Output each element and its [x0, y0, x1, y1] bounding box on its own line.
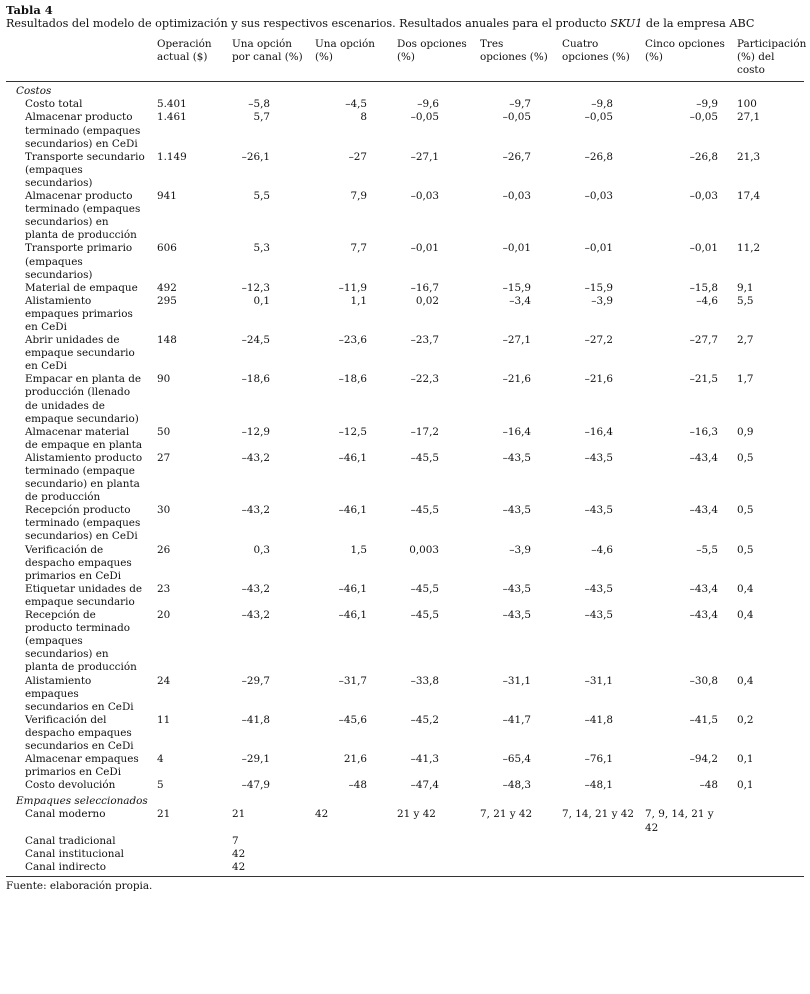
- row-label: Canal institucional: [25, 847, 124, 860]
- table-cell: 11: [157, 713, 171, 726]
- header-cell: Participación (%) del costo: [727, 35, 804, 82]
- table-cell: 100: [737, 98, 757, 111]
- table-cell: [470, 861, 552, 877]
- table-cell: –31,1: [502, 674, 531, 687]
- table-cell: 148: [157, 334, 177, 347]
- row-label: Canal indirecto: [6, 861, 145, 877]
- table-cell: –41,8: [584, 713, 613, 726]
- table-cell: –46,1: [338, 451, 367, 464]
- table-cell: –23,7: [410, 334, 439, 347]
- table-cell: –0,03: [584, 190, 613, 203]
- table-cell: –26,1: [241, 150, 270, 163]
- table-row: [6, 583, 804, 609]
- table-cell: 5: [157, 779, 164, 792]
- table-cell: –0,05: [410, 111, 439, 124]
- table-cell: –43,2: [241, 451, 270, 464]
- table-cell: [635, 835, 727, 848]
- table-cell: –16,4: [584, 425, 613, 438]
- table-row: [6, 504, 804, 543]
- table-cell: 0,2: [737, 713, 754, 726]
- table-cell: –41,5: [689, 713, 718, 726]
- table-cell: –31,1: [584, 674, 613, 687]
- table-cell: –0,03: [502, 190, 531, 203]
- header-cell: [6, 35, 145, 82]
- table-row: [6, 373, 804, 425]
- table-cell: –0,03: [689, 190, 718, 203]
- table-cell: –15,9: [502, 281, 531, 294]
- table-caption: Resultados del modelo de optimización y sus respectivos escenarios. Resultados anuales para el producto SKU1 de la empresa ABC: [6, 17, 755, 30]
- table-cell: 50: [157, 425, 171, 438]
- header-cell: Una opción por canal (%): [222, 35, 305, 82]
- table-cell: 1,5: [350, 543, 367, 556]
- row-label: Alistamiento empaques secundarios en CeDi: [25, 674, 134, 713]
- row-label: Etiquetar unidades de empaque secundario: [25, 582, 143, 608]
- table-row: [6, 98, 804, 111]
- table-cell: –11,9: [338, 281, 367, 294]
- table-cell: [470, 835, 552, 848]
- row-label: Verificación de despacho empaques primarios en CeDi: [25, 543, 132, 582]
- table-cell: 7,7: [350, 242, 367, 255]
- table-cell: 5.401: [157, 98, 187, 111]
- table-cell: –47,9: [241, 779, 270, 792]
- table-cell: –76,1: [584, 753, 613, 766]
- table-cell: 11,2: [737, 242, 761, 255]
- table-cell: 0,4: [737, 582, 754, 595]
- row-label: Alistamiento empaques primarios en CeDi: [25, 294, 133, 333]
- table-cell: –45,2: [410, 713, 439, 726]
- table-cell: –12,5: [338, 425, 367, 438]
- table-cell: 7, 14, 21 y 42: [562, 808, 634, 821]
- table-cell: 21: [157, 808, 171, 821]
- table-cell: [552, 848, 635, 861]
- table-cell: –43,5: [584, 451, 613, 464]
- table-cell: –41,7: [502, 713, 531, 726]
- table-cell: –27,1: [502, 334, 531, 347]
- table-cell: 1,7: [737, 373, 754, 386]
- table-cell: –43,2: [241, 582, 270, 595]
- table-cell: [387, 848, 470, 861]
- table-cell: –15,8: [689, 281, 718, 294]
- table-cell: –0,01: [584, 242, 613, 255]
- table-cell: [387, 861, 470, 877]
- table-row: [6, 242, 804, 281]
- table-cell: –29,1: [241, 753, 270, 766]
- table-cell: –9,9: [696, 98, 718, 111]
- table-cell: 17,4: [737, 190, 761, 203]
- table-cell: 0,1: [737, 779, 754, 792]
- table-row: [6, 190, 804, 242]
- table-cell: 21: [232, 808, 246, 821]
- table-cell: 1.461: [157, 111, 187, 124]
- row-label: Alistamiento producto terminado (empaque secundario) en planta de producción: [25, 451, 143, 504]
- table-cell: –43,5: [584, 609, 613, 622]
- results-table: [6, 35, 807, 877]
- table-cell: 5,3: [253, 242, 270, 255]
- table-cell: –15,9: [584, 281, 613, 294]
- table-cell: 21,6: [343, 753, 367, 766]
- table-cell: –27,1: [410, 150, 439, 163]
- header-cell: Tres opciones (%): [470, 35, 552, 82]
- table-cell: –31,7: [338, 674, 367, 687]
- table-cell: –21,6: [502, 373, 531, 386]
- table-cell: 0,4: [737, 674, 754, 687]
- table-cell: 42: [315, 808, 329, 821]
- row-label: Material de empaque: [25, 281, 138, 294]
- table-row: [6, 835, 804, 848]
- table-cell: 5,7: [253, 111, 270, 124]
- table-cell: [727, 848, 804, 861]
- table-cell: 2,7: [737, 334, 754, 347]
- row-label: Recepción de producto terminado (empaques secundarios) en planta de producción: [25, 609, 137, 674]
- table-row: [6, 544, 804, 583]
- table-row: [6, 151, 804, 190]
- table-cell: [470, 848, 552, 861]
- table-cell: –12,9: [241, 425, 270, 438]
- table-cell: 42: [222, 861, 305, 877]
- table-cell: –47,4: [410, 779, 439, 792]
- table-row: [6, 714, 804, 753]
- table-cell: 1,1: [350, 294, 367, 307]
- table-cell: 0,3: [253, 543, 270, 556]
- table-cell: –45,5: [410, 609, 439, 622]
- table-cell: –22,3: [410, 373, 439, 386]
- table-cell: 24: [157, 674, 171, 687]
- packaging-section: [6, 792, 804, 876]
- section-label-packaging: Empaques seleccionados: [16, 795, 148, 808]
- table-cell: 0,9: [737, 425, 754, 438]
- costs-section: [6, 82, 804, 793]
- table-cell: –9,7: [509, 98, 531, 111]
- table-cell: [145, 835, 222, 848]
- table-cell: –9,6: [417, 98, 439, 111]
- table-cell: –41,3: [410, 753, 439, 766]
- table-cell: 0,1: [253, 294, 270, 307]
- table-row: [6, 753, 804, 779]
- row-label: Abrir unidades de empaque secundario en CeDi: [25, 334, 135, 373]
- table-cell: –9,8: [591, 98, 613, 111]
- table-cell: 0,5: [737, 504, 754, 517]
- table-cell: –41,8: [241, 713, 270, 726]
- table-cell: [727, 835, 804, 848]
- table-cell: –43,4: [689, 451, 718, 464]
- table-cell: 941: [157, 190, 177, 203]
- table-cell: –3,9: [509, 543, 531, 556]
- row-label: Almacenar producto terminado (empaques secundarios) en planta de producción: [25, 190, 141, 242]
- table-cell: [145, 848, 222, 861]
- table-cell: –29,7: [241, 674, 270, 687]
- table-cell: –46,1: [338, 609, 367, 622]
- table-number: Tabla 4: [6, 3, 53, 17]
- section-label-costs: Costos: [16, 85, 52, 98]
- table-cell: 0,1: [737, 753, 754, 766]
- table-cell: –16,7: [410, 281, 439, 294]
- table-cell: 8: [360, 111, 367, 124]
- row-label: Costo devolución: [25, 779, 116, 792]
- table-cell: 20: [157, 609, 171, 622]
- header-cell: Cuatro opciones (%): [552, 35, 635, 82]
- table-cell: –27: [348, 150, 367, 163]
- table-cell: [305, 835, 387, 848]
- row-label: Almacenar producto terminado (empaques secundarios) en CeDi: [25, 111, 141, 150]
- table-cell: 606: [157, 242, 177, 255]
- table-cell: –46,1: [338, 504, 367, 517]
- table-cell: –18,6: [241, 373, 270, 386]
- table-row: [6, 426, 804, 452]
- table-row: [6, 111, 804, 150]
- table-cell: [305, 848, 387, 861]
- table-cell: –5,8: [248, 98, 270, 111]
- table-cell: –48: [348, 779, 367, 792]
- table-cell: –45,5: [410, 582, 439, 595]
- table-cell: –16,4: [502, 425, 531, 438]
- table-row: [6, 334, 804, 373]
- table-cell: 0,02: [415, 294, 439, 307]
- table-cell: 0,4: [737, 609, 754, 622]
- table-cell: –16,3: [689, 425, 718, 438]
- table-cell: –65,4: [502, 753, 531, 766]
- table-cell: –12,3: [241, 281, 270, 294]
- row-label: Transporte primario (empaques secundarios): [25, 242, 133, 281]
- table-cell: –4,6: [696, 294, 718, 307]
- table-cell: –26,7: [502, 150, 531, 163]
- table-cell: [387, 835, 470, 848]
- table-cell: 492: [157, 281, 177, 294]
- table-cell: –43,2: [241, 504, 270, 517]
- table-cell: 295: [157, 294, 177, 307]
- table-cell: –0,01: [502, 242, 531, 255]
- table-cell: 7, 9, 14, 21 y 42: [645, 808, 714, 834]
- row-label: Transporte secundario (empaques secundarios): [25, 150, 145, 189]
- table-cell: 9,1: [737, 281, 754, 294]
- table-cell: 1.149: [157, 150, 187, 163]
- table-cell: –45,5: [410, 451, 439, 464]
- table-cell: –48,1: [584, 779, 613, 792]
- table-cell: –30,8: [689, 674, 718, 687]
- table-cell: –94,2: [689, 753, 718, 766]
- table-cell: –24,5: [241, 334, 270, 347]
- table-cell: [727, 861, 804, 877]
- table-cell: 7, 21 y 42: [480, 808, 533, 821]
- row-label: Costo total: [25, 98, 83, 111]
- table-cell: –5,5: [696, 543, 718, 556]
- table-cell: –43,5: [502, 609, 531, 622]
- table-cell: –23,6: [338, 334, 367, 347]
- table-header: [6, 35, 807, 82]
- table-cell: –43,4: [689, 609, 718, 622]
- table-cell: 5,5: [737, 294, 754, 307]
- table-cell: –0,01: [410, 242, 439, 255]
- table-cell: 27,1: [737, 111, 761, 124]
- table-cell: 23: [157, 582, 171, 595]
- table-cell: –43,5: [584, 582, 613, 595]
- table-cell: [552, 861, 635, 877]
- row-label: Verificación del despacho empaques secundarios en CeDi: [25, 713, 134, 752]
- table-row: [6, 452, 804, 504]
- table-cell: –3,9: [591, 294, 613, 307]
- row-label: Empacar en planta de producción (llenado de unidades de empaque secundario): [25, 373, 142, 425]
- table-row: [6, 282, 804, 295]
- table-cell: –43,5: [502, 582, 531, 595]
- header-cell: Una opción (%): [305, 35, 387, 82]
- table-cell: 0,003: [409, 543, 439, 556]
- table-cell: 7,9: [350, 190, 367, 203]
- table-cell: –26,8: [689, 150, 718, 163]
- table-cell: –26,8: [584, 150, 613, 163]
- header-cell: Cinco opciones (%): [635, 35, 727, 82]
- row-label: Almacenar empaques primarios en CeDi: [25, 753, 139, 779]
- table-cell: 4: [157, 753, 164, 766]
- table-cell: [552, 835, 635, 848]
- header-cell: Operación actual ($): [145, 35, 222, 82]
- table-cell: 42: [232, 847, 246, 860]
- table-cell: –43,5: [584, 504, 613, 517]
- table-cell: –21,5: [689, 373, 718, 386]
- row-label: Almacenar material de empaque en planta: [25, 425, 143, 451]
- table-cell: –0,05: [584, 111, 613, 124]
- table-row: [6, 808, 804, 834]
- table-cell: –3,4: [509, 294, 531, 307]
- table-cell: 21 y 42: [397, 808, 436, 821]
- table-row: [6, 675, 804, 714]
- table-cell: –18,6: [338, 373, 367, 386]
- table-cell: –43,2: [241, 609, 270, 622]
- table-cell: 21,3: [737, 150, 761, 163]
- table-cell: –0,05: [689, 111, 718, 124]
- table-cell: –46,1: [338, 582, 367, 595]
- table-cell: –45,6: [338, 713, 367, 726]
- table-cell: 5,5: [253, 190, 270, 203]
- row-label: Canal moderno: [25, 808, 106, 821]
- table-cell: 30: [157, 504, 171, 517]
- table-cell: 7: [232, 834, 239, 847]
- table-cell: 0,5: [737, 451, 754, 464]
- row-label: Canal tradicional: [25, 834, 116, 847]
- table-cell: 27: [157, 451, 171, 464]
- table-cell: [305, 861, 387, 877]
- table-cell: –0,01: [689, 242, 718, 255]
- table-row: [6, 609, 804, 674]
- table-cell: –0,03: [410, 190, 439, 203]
- table-cell: 0,5: [737, 543, 754, 556]
- table-cell: [635, 861, 727, 877]
- row-label: Recepción producto terminado (empaques secundarios) en CeDi: [25, 504, 141, 543]
- table-cell: [145, 861, 222, 877]
- table-cell: –33,8: [410, 674, 439, 687]
- table-cell: –45,5: [410, 504, 439, 517]
- table-cell: –27,7: [689, 334, 718, 347]
- table-cell: [635, 848, 727, 861]
- table-page: [6, 3, 807, 892]
- table-cell: 90: [157, 373, 171, 386]
- table-cell: –0,05: [502, 111, 531, 124]
- table-cell: 26: [157, 543, 171, 556]
- table-cell: –17,2: [410, 425, 439, 438]
- table-cell: –27,2: [584, 334, 613, 347]
- table-cell: [727, 808, 804, 834]
- table-source: Fuente: elaboración propia.: [6, 879, 153, 892]
- table-cell: –4,5: [345, 98, 367, 111]
- table-cell: –4,6: [591, 543, 613, 556]
- table-cell: –21,6: [584, 373, 613, 386]
- table-row: [6, 779, 804, 792]
- header-cell: Dos opciones (%): [387, 35, 470, 82]
- table-cell: –43,4: [689, 582, 718, 595]
- table-row: [6, 848, 804, 861]
- table-row: [6, 861, 804, 877]
- table-cell: –43,4: [689, 504, 718, 517]
- table-cell: –43,5: [502, 451, 531, 464]
- table-cell: –48,3: [502, 779, 531, 792]
- table-cell: –48: [699, 779, 718, 792]
- table-row: [6, 295, 804, 334]
- table-cell: –43,5: [502, 504, 531, 517]
